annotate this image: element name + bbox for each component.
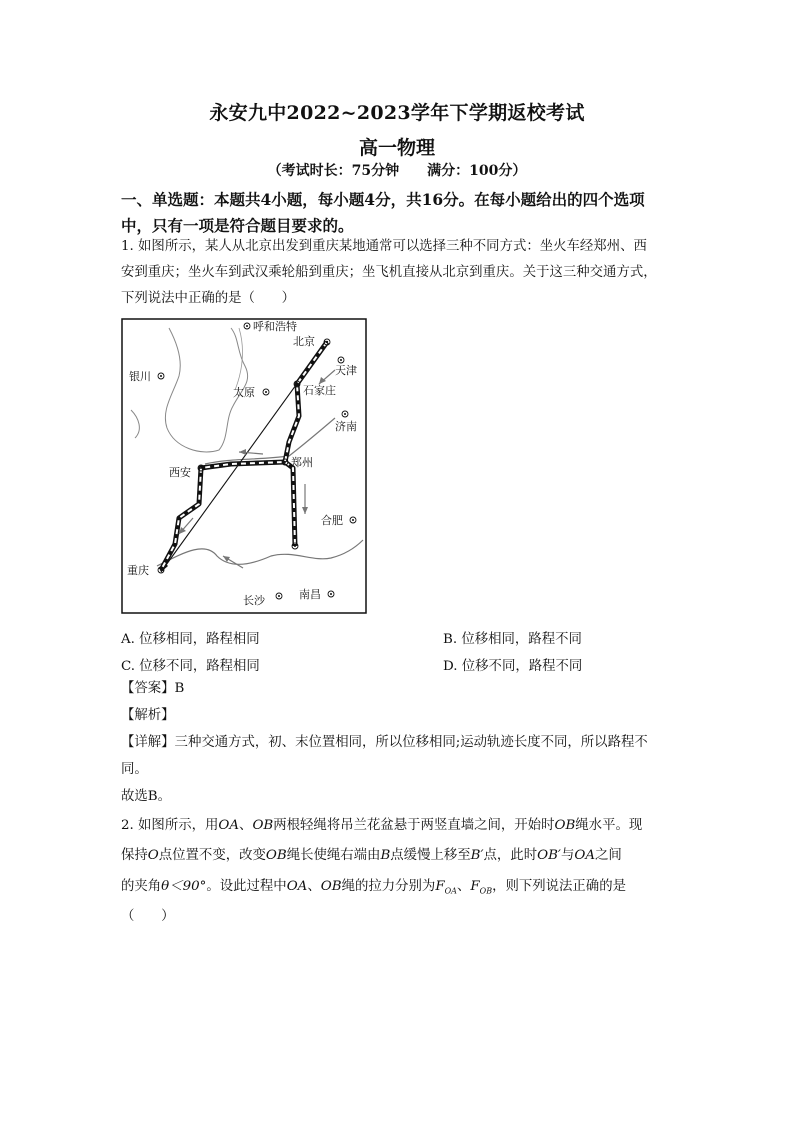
- map-label-hefei: 合肥: [321, 514, 343, 527]
- map-label-zhengzhou: 郑州: [291, 456, 313, 469]
- q2-line1: 2. 如图所示，用OA、OB两根轻绳将吊兰花盆悬于两竖直墙之间，开始时OB绳水平。现: [121, 818, 643, 833]
- q1-line2: 安到重庆；坐火车到武汉乘轮船到重庆；坐飞机直接从北京到重庆。关于这三种交通方式，: [121, 265, 657, 280]
- q1-option-c[interactable]: C. 位移不同，路程相同: [121, 659, 260, 674]
- exam-subject: 高一物理: [358, 137, 435, 159]
- map-label-jinan: 济南: [335, 420, 357, 433]
- map-label-huhehaote: 呼和浩特: [253, 320, 297, 333]
- map-label-tianjin: 天津: [335, 364, 357, 377]
- q1-option-a[interactable]: A. 位移相同，路程相同: [121, 632, 260, 647]
- map-label-taiyuan: 太原: [233, 386, 255, 399]
- map-label-chongqing: 重庆: [127, 564, 149, 577]
- q1-line3: 下列说法中正确的是（ ）: [121, 291, 296, 306]
- route-map-figure: [121, 318, 367, 614]
- map-label-beijing: 北京: [293, 335, 315, 348]
- q1-option-d[interactable]: D. 位移不同，路程不同: [443, 659, 583, 674]
- q1-conclusion: 故选B。: [121, 789, 172, 804]
- q1-option-b[interactable]: B. 位移相同，路程不同: [443, 632, 582, 647]
- q1-line1: 1. 如图所示，某人从北京出发到重庆某地通常可以选择三种不同方式：坐火车经郑州、西: [121, 239, 647, 254]
- section-heading-line2: 中，只有一项是符合题目要求的。: [121, 216, 354, 235]
- map-label-xian: 西安: [169, 466, 191, 479]
- map-label-changsha: 长沙: [243, 594, 265, 607]
- q2-line3: 的夹角θ＜90°。设此过程中OA、OB绳的拉力分别为$F_{OA}$、$F_{OB}$，则下列说法正确的是: [121, 879, 626, 896]
- q1-detail-line1: 【详解】三种交通方式，初、末位置相同，所以位移相同;运动轨迹长度不同，所以路程不: [121, 735, 648, 750]
- exam-title: 永安九中2022~2023学年下学期返校考试: [209, 102, 585, 124]
- q2-line2: 保持O点位置不变，改变OB绳长使绳右端由B点缓慢上移至B′点，此时OB′与OA之间: [121, 848, 622, 863]
- q1-answer: 【答案】B: [121, 681, 185, 696]
- map-label-nanchang: 南昌: [299, 588, 321, 601]
- section-heading-line1: 一、单选题：本题共4小题，每小题4分，共16分。在每小题给出的四个选项: [121, 190, 645, 209]
- map-label-yinchuan: 银川: [129, 370, 151, 383]
- q1-analysis: 【解析】: [121, 708, 175, 723]
- exam-meta: （考试时长：75分钟 满分：100分）: [267, 163, 527, 179]
- map-label-shijiazhuang: 石家庄: [303, 384, 336, 397]
- q2-line4: （ ）: [121, 909, 175, 924]
- q1-detail-line2: 同。: [121, 762, 148, 777]
